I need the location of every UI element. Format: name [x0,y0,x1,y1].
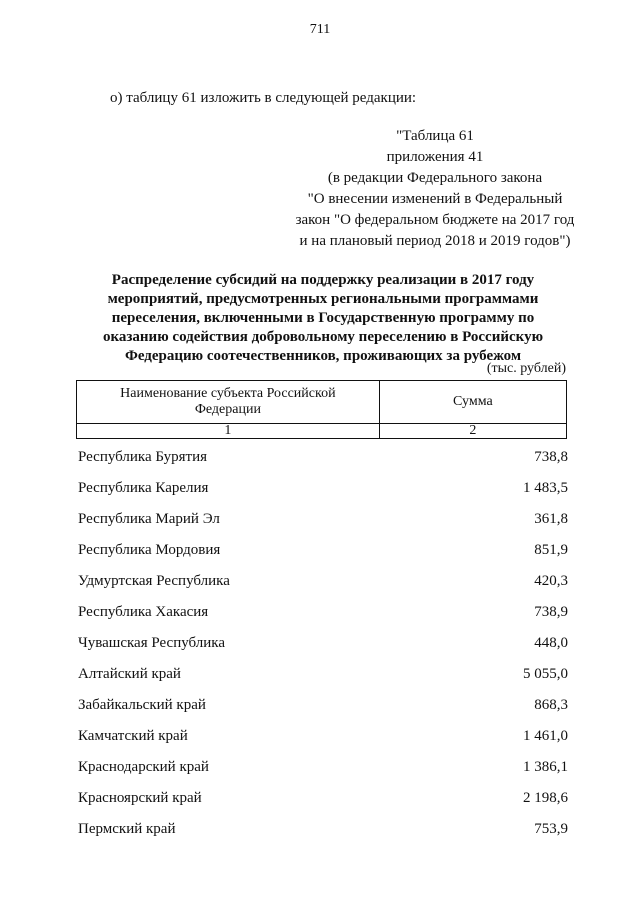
amount-value: 1 461,0 [523,728,568,744]
header-amount: Сумма [379,381,566,424]
table-body [78,442,568,845]
title-line: оказанию содействия добровольному переселению в Российскую [102,329,544,345]
table-row [78,535,568,566]
region-name: Республика Марий Эл [78,511,220,527]
title-line: переселения, включенными в Государственную программу по [111,310,535,326]
page-number: 711 [309,22,331,37]
column-number-1: 1 [77,424,380,439]
annotation-line: "О внесении изменений в Федеральный [307,191,563,207]
region-name: Красноярский край [78,790,202,806]
table-row [78,504,568,535]
amount-value: 361,8 [534,511,568,527]
region-name: Алтайский край [78,666,181,682]
region-name: Чувашская Республика [78,635,226,651]
table-row [78,597,568,628]
table-header [76,380,567,439]
region-name: Забайкальский край [78,697,206,713]
region-name: Камчатский край [78,728,188,744]
title-line: мероприятий, предусмотренных региональными программами [107,291,539,307]
annotation-line: (в редакции Федерального закона [327,170,543,186]
amount-value: 1 483,5 [523,480,568,496]
column-number-2: 2 [379,424,566,439]
amount-value: 738,8 [534,449,568,465]
region-name: Республика Бурятия [78,449,208,465]
table-row [78,814,568,845]
table-row [78,721,568,752]
table-row [78,628,568,659]
header-region-label: Наименование субъекта Российской Федерации [120,386,336,417]
amount-value: 753,9 [534,821,568,837]
table-row [78,659,568,690]
amount-value: 868,3 [534,697,568,713]
table-row [78,752,568,783]
document-title [78,271,568,366]
units-label: (тыс. рублей) [486,361,566,376]
table-row [78,442,568,473]
region-name: Удмуртская Республика [78,573,230,589]
annotation-line: закон "О федеральном бюджете на 2017 год [295,212,575,228]
region-name: Пермский край [78,821,176,837]
table-row [78,690,568,721]
region-name: Республика Карелия [78,480,209,496]
region-name: Краснодарский край [78,759,209,775]
amount-value: 1 386,1 [523,759,568,775]
table-row [78,473,568,504]
title-line: Распределение субсидий на поддержку реализации в 2017 году [111,272,535,288]
header-region [77,381,380,424]
region-name: Республика Хакасия [78,604,209,620]
amount-value: 5 055,0 [523,666,568,682]
table-row [78,783,568,814]
annotation-line: приложения 41 [386,149,484,165]
amount-value: 448,0 [534,635,568,651]
table-row [78,566,568,597]
title-line: Федерацию соотечественников, проживающих за рубежом [124,348,522,364]
amount-value: 738,9 [534,604,568,620]
annotation-line: "Таблица 61 [396,128,474,144]
amount-value: 420,3 [534,573,568,589]
annotation-line: и на плановый период 2018 и 2019 годов") [299,233,571,249]
region-name: Республика Мордовия [78,542,221,558]
amount-value: 2 198,6 [523,790,568,806]
amount-value: 851,9 [534,542,568,558]
table-annotation [250,126,620,252]
intro-text: о) таблицу 61 изложить в следующей редакции: [110,90,417,106]
